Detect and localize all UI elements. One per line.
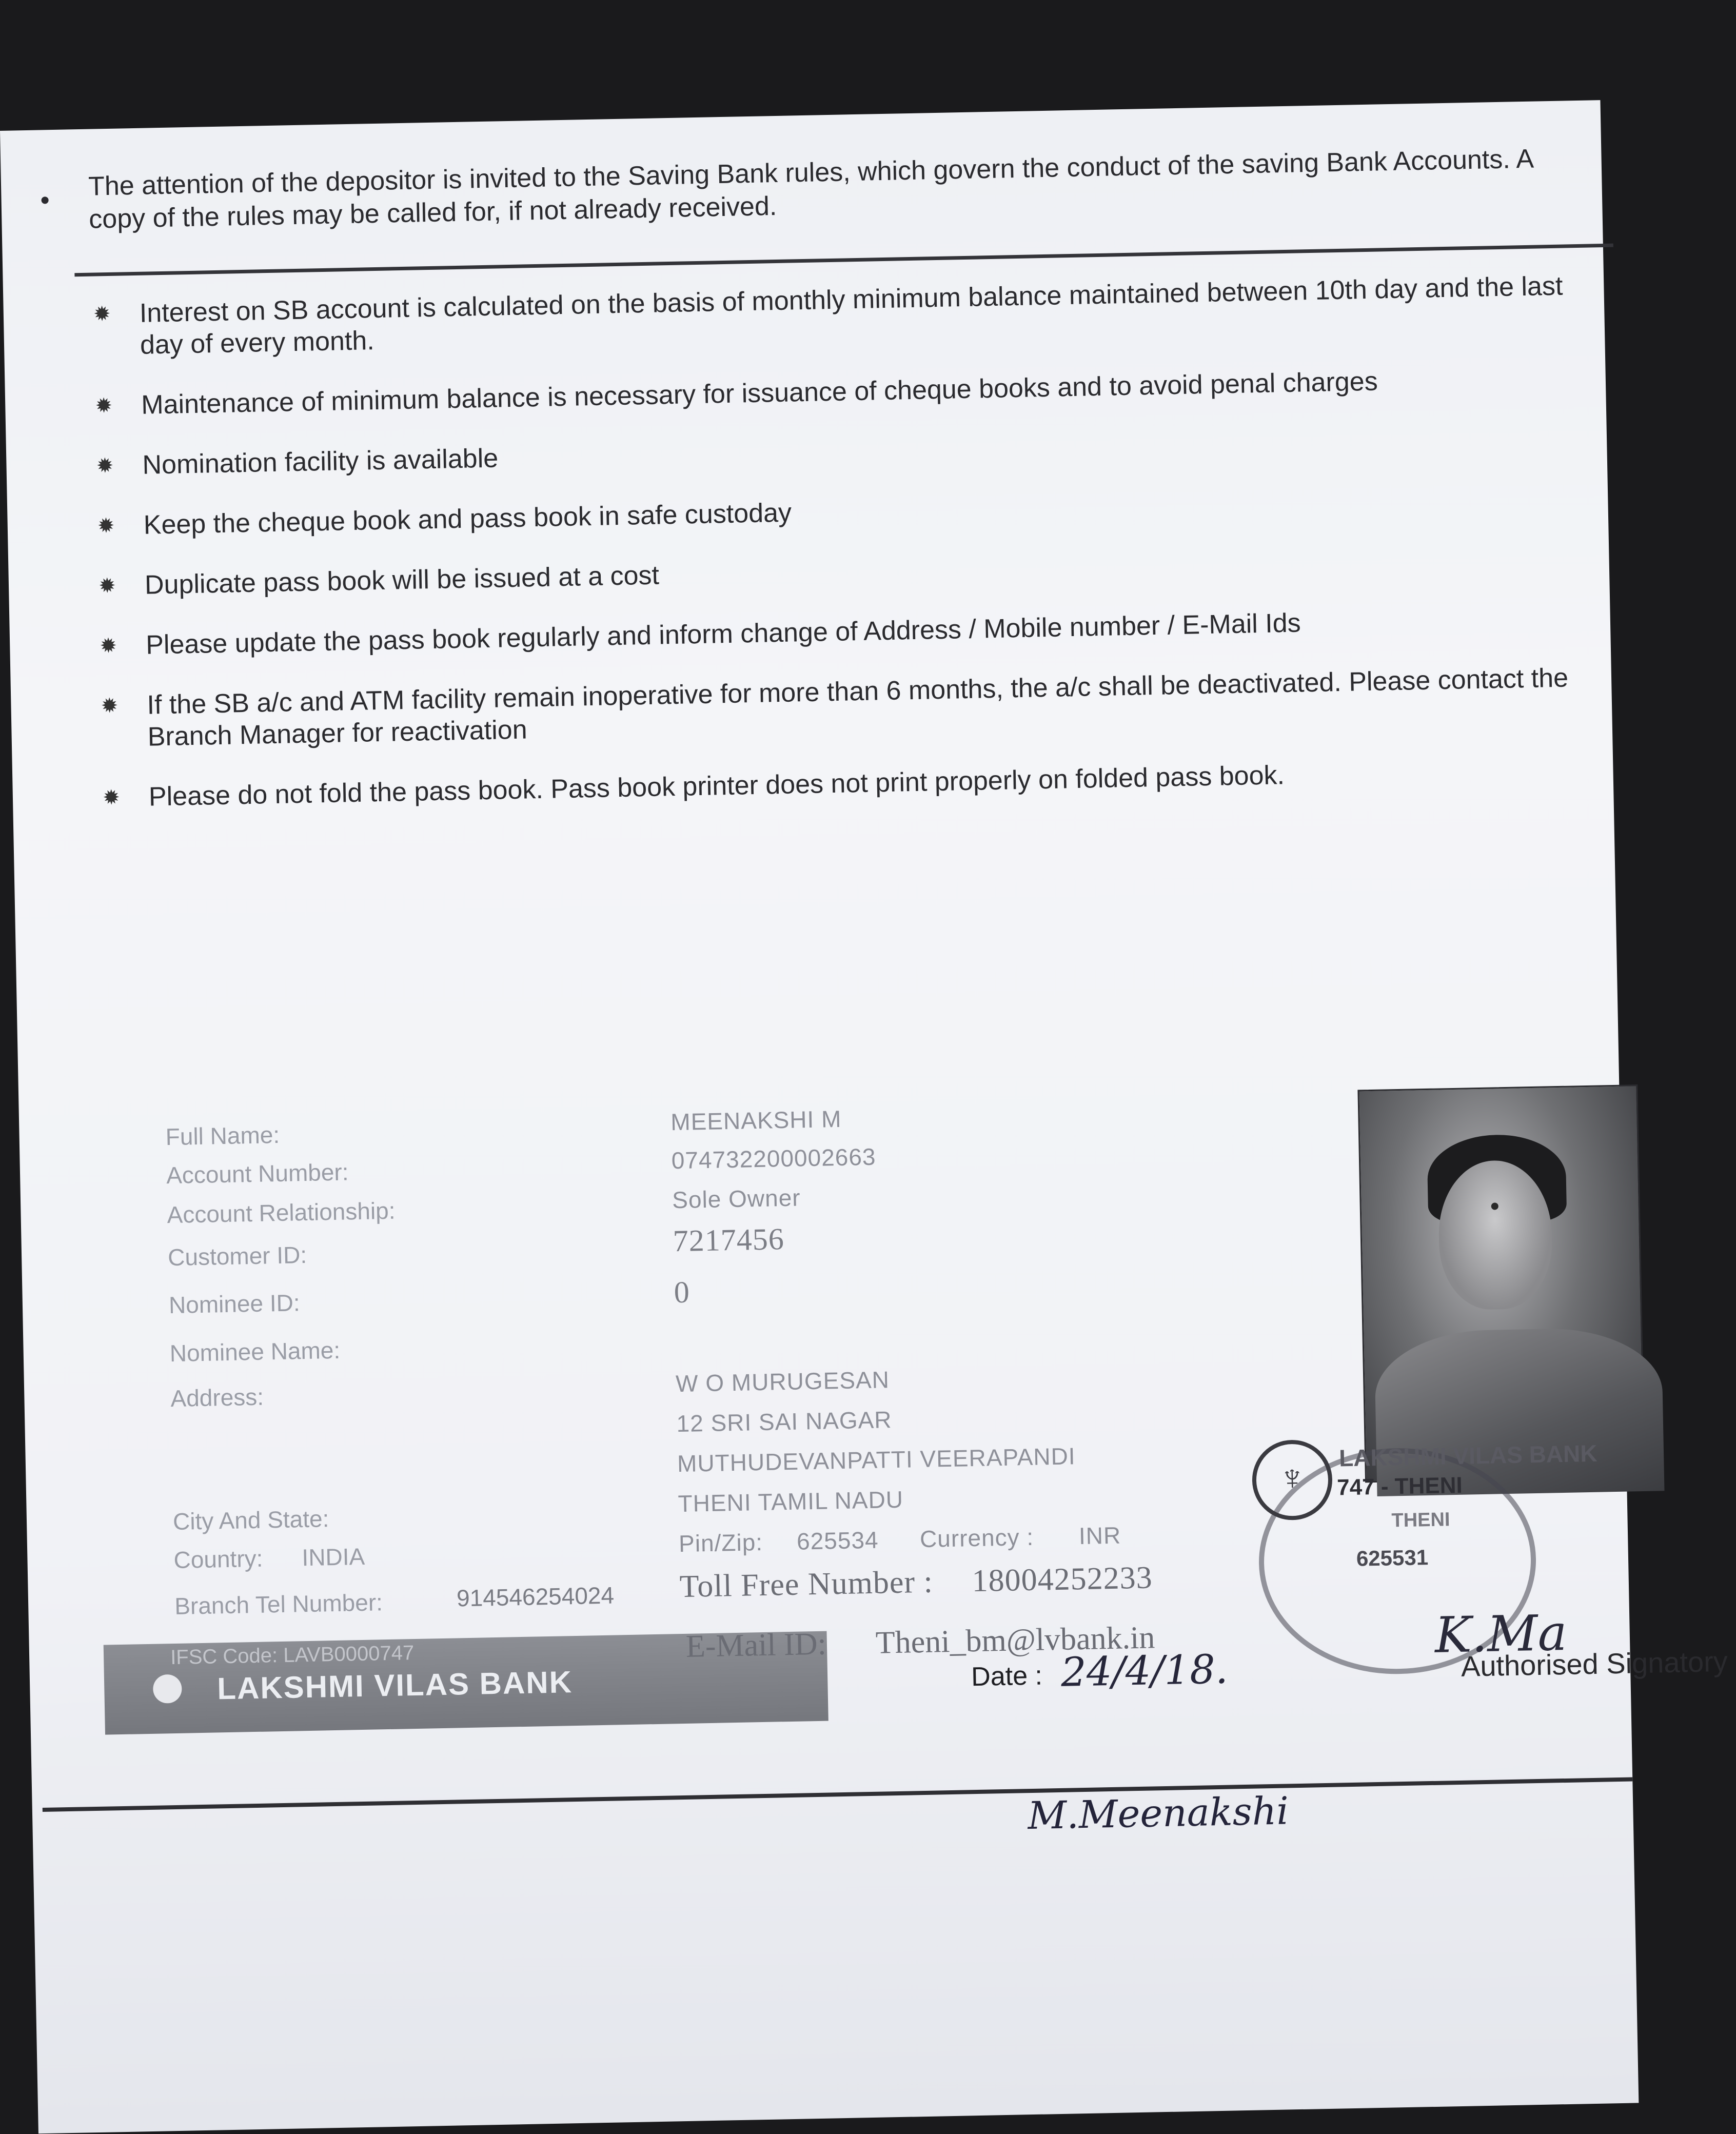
currency-label: Currency :	[919, 1523, 1034, 1553]
toll-free-value: 18004252233	[971, 1560, 1153, 1599]
branch-tel-value: 914546254024	[456, 1582, 615, 1612]
rule-item: ✹ Maintenance of minimum balance is necessary for issuance of cheque books and to avoid penal charges	[95, 366, 1378, 420]
branch-tel-label: Branch Tel Number:	[174, 1589, 383, 1619]
sun-bullet-icon: ✹	[101, 694, 119, 718]
full-name-label: Full Name:	[165, 1121, 280, 1151]
authorised-signatory: Authorised Signatory	[1461, 1645, 1728, 1683]
nominee-id-label: Nominee ID:	[168, 1289, 301, 1319]
sun-bullet-icon: ✹	[96, 454, 114, 478]
holder-signature: M.Meenakshi	[1027, 1789, 1289, 1839]
bullet-dot	[41, 196, 48, 204]
account-number-label: Account Number:	[166, 1158, 349, 1189]
toll-free-label: Toll Free Number :	[679, 1564, 934, 1605]
country-label: Country:	[173, 1545, 263, 1574]
sun-bullet-icon: ✹	[95, 394, 113, 418]
bank-name: LAKSHMI VILAS BANK	[216, 1665, 573, 1706]
address-line: THENI TAMIL NADU	[678, 1486, 904, 1517]
address-label: Address:	[170, 1383, 264, 1412]
city-state-label: City And State:	[172, 1505, 329, 1535]
stamp-bank-name: LAKSHMI VILAS BANK	[1338, 1439, 1598, 1472]
rule-item: ✹ Keep the cheque book and pass book in safe custoday	[97, 498, 792, 540]
country-value: INDIA	[302, 1543, 365, 1571]
stamp-pin: 625531	[1356, 1545, 1429, 1571]
pin-value: 625534	[796, 1526, 879, 1555]
address-line: 12 SRI SAI NAGAR	[676, 1406, 892, 1437]
full-name-value: MEENAKSHI M	[670, 1105, 842, 1136]
divider-line	[74, 244, 1613, 277]
rules-list	[90, 269, 1614, 842]
nominee-name-label: Nominee Name:	[169, 1336, 341, 1367]
currency-value: INR	[1078, 1522, 1121, 1550]
stamp-city: THENI	[1391, 1509, 1450, 1532]
passbook-page	[0, 100, 1728, 2133]
stamp-branch: 747 - THENI	[1336, 1472, 1463, 1500]
rule-item: ✹ Please update the pass book regularly and inform change of Address / Mobile number / E-Mail Ids	[100, 608, 1301, 660]
nominee-id-value: 0	[674, 1275, 691, 1310]
address-line: MUTHUDEVANPATTI VEERAPANDI	[677, 1443, 1076, 1477]
address-line: W O MURUGESAN	[675, 1366, 890, 1397]
sun-bullet-icon: ✹	[100, 634, 117, 658]
sun-bullet-icon: ✹	[102, 786, 121, 809]
date-value: 24/4/18.	[1060, 1646, 1229, 1696]
official-signature: K.Ma	[1434, 1604, 1568, 1664]
customer-id-value: 7217456	[673, 1222, 785, 1258]
pin-label: Pin/Zip:	[678, 1528, 763, 1557]
email-label: E-Mail ID:	[685, 1626, 827, 1664]
account-number-value: 074732200002663	[671, 1143, 876, 1174]
bank-seal-icon: ♆	[1251, 1439, 1333, 1521]
sun-bullet-icon: ✹	[98, 574, 116, 598]
date-label: Date :	[971, 1661, 1043, 1692]
relationship-label: Account Relationship:	[167, 1197, 396, 1229]
rule-item: ✹ Duplicate pass book will be issued at a cost	[98, 560, 660, 600]
relationship-value: Sole Owner	[672, 1184, 801, 1214]
rule-item: ✹ If the SB a/c and ATM facility remain inoperative for more than 6 months, the a/c shall be deactivated. Please contact the Branch Manager for reactivation	[101, 663, 1569, 752]
rule-item: ✹ Interest on SB account is calculated on the basis of monthly minimum balance maintained between 10th day and the last day of every month.	[93, 271, 1563, 360]
account-holder-photo	[1357, 1084, 1645, 1483]
depositor-notice: The attention of the depositor is invited to the Saving Bank rules, which govern the conduct of the saving Bank Accounts. A copy of the rules may be called for, if not already received.	[88, 144, 1533, 234]
rule-item: ✹ Please do not fold the pass book. Pass book printer does not print properly on folded pass book.	[102, 760, 1285, 812]
customer-id-label: Customer ID:	[167, 1241, 307, 1271]
email-value: Theni_bm@lvbank.in	[875, 1620, 1155, 1661]
sun-bullet-icon: ✹	[97, 514, 115, 538]
sun-bullet-icon: ✹	[93, 302, 111, 326]
ifsc-code: IFSC Code: LAVB0000747	[170, 1642, 415, 1669]
rule-item: ✹ Nomination facility is available	[96, 443, 499, 480]
divider-line	[43, 1777, 1633, 1812]
